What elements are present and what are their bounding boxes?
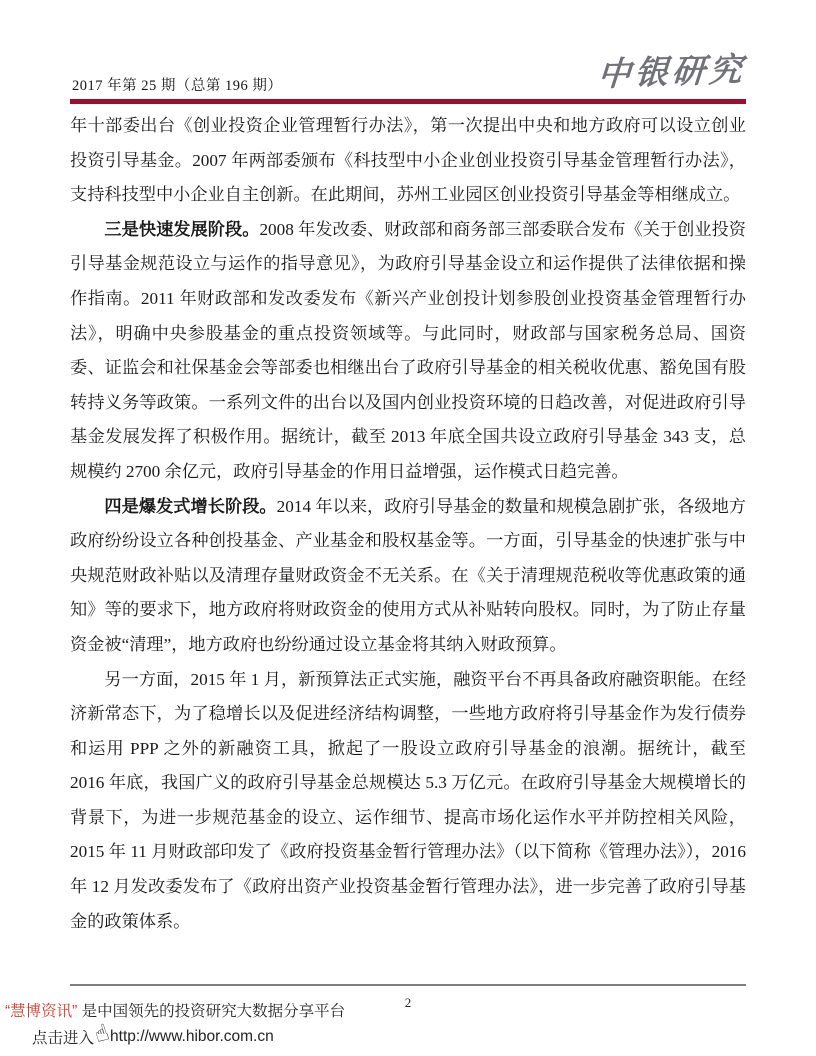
watermark-tagline	[5, 999, 345, 1021]
paragraph-text: 2008 年发改委、财政部和商务部三部委联合发布《关于创业投资引导基金规范设立与运作的指导意见》，为政府引导基金设立和运作提供了法律依据和操作指南。2011 年财政部和发改委发布《新兴产业创投计划参股创业投资基金管理暂行办法》，明确中央参股基金的重点投资领域等。与此同时，财政部与国家税务总局、国资委、证监会和社保基金会等部委也相继出台了政府引导基金的相关税收优惠、豁免国有股转持义务等政策。一系列文件的出台以及国内创业投资环境的日趋改善，对促进政府引导基金发展发挥了积极作用。据统计，截至 2013 年底全国共设立政府引导基金 343 支，总规模约 2700 余亿元，政府引导基金的作用日益增强，运作模式日趋完善。	[70, 219, 746, 481]
page-number: 2	[404, 995, 412, 1010]
masthead-logo: 中银研究	[596, 52, 748, 94]
hibor-brand-text: “慧博资讯”	[5, 1003, 78, 1020]
body-paragraph-2	[70, 213, 746, 490]
click-enter-link[interactable]	[32, 1018, 345, 1049]
document-body	[70, 109, 746, 939]
paragraph-lead: 四是爆发式增长阶段。	[104, 496, 277, 516]
header-rule	[70, 99, 746, 104]
hibor-url[interactable]: http://www.hibor.com.cn	[110, 1028, 274, 1045]
paragraph-text: 2014 年以来，政府引导基金的数量和规模急剧扩张，各级地方政府纷纷设立各种创投基金、产业基金和股权基金等。一方面，引导基金的快速扩张与中央规范财政补贴以及清理存量财政资金不无关系。在《关于清理规范税收等优惠政策的通知》等的要求下，地方政府将财政资金的使用方式从补贴转向股权。同时，为了防止存量资金被“清理”，地方政府也纷纷通过设立基金将其纳入财政预算。	[70, 496, 746, 654]
tagline-text: 是中国领先的投资研究大数据分享平台	[77, 1003, 346, 1020]
body-paragraph-4	[70, 663, 746, 940]
paragraph-lead: 三是快速发展阶段。	[104, 219, 260, 239]
issue-label: 2017 年第 25 期（总第 196 期）	[72, 78, 283, 94]
body-paragraph-1	[70, 109, 746, 213]
hand-cursor-icon: ☝	[91, 1018, 113, 1049]
paragraph-text: 年十部委出台《创业投资企业管理暂行办法》，第一次提出中央和地方政府可以设立创业投资引导基金。2007 年两部委颁布《科技型中小企业创业投资引导基金管理暂行办法》，支持科技型中小企业自主创新。在此期间，苏州工业园区创业投资引导基金等相继成立。	[70, 116, 746, 205]
hibor-watermark	[5, 999, 345, 1048]
paragraph-text: 另一方面，2015 年 1 月，新预算法正式实施，融资平台不再具备政府融资职能。在经济新常态下，为了稳增长以及促进经济结构调整，一些地方政府将引导基金作为发行债券和运用 PPP 之外的新融资工具，掀起了一股设立政府引导基金的浪潮。据统计，截至 2016 年底，我国广义的政府引导基金总规模达 5.3 万亿元。在政府引导基金大规模增长的背景下，为进一步规范基金的设立、运作细节、提高市场化运作水平并防控相关风险，2015 年 11 月财政部印发了《政府投资基金暂行管理办法》（以下简称《管理办法》），2016 年 12 月发改委发布了《政府出资产业投资基金暂行管理办法》，进一步完善了政府引导基金的政策体系。	[70, 669, 746, 931]
click-enter-label: 点击进入	[32, 1030, 95, 1047]
footer-rule	[70, 984, 746, 986]
body-paragraph-3	[70, 490, 746, 663]
